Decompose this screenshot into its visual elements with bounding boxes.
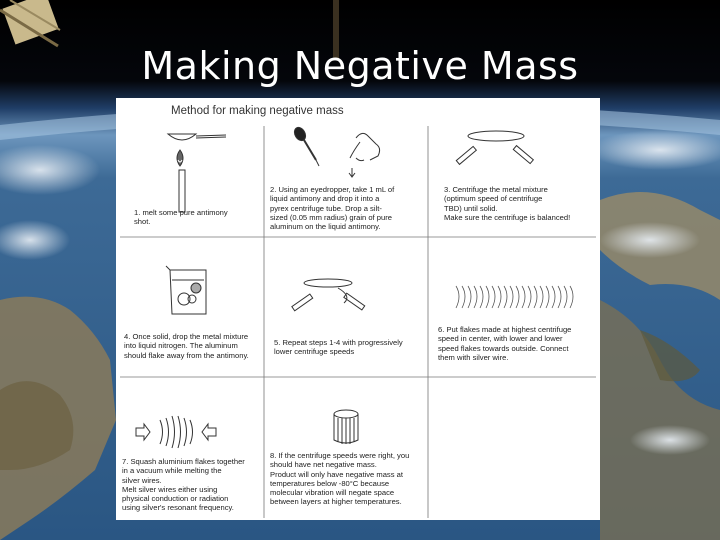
step-4-caption: 4. Once solid, drop the metal mixture into liquid nitrogen. The aluminum should flake away from the antimony. xyxy=(124,332,249,360)
centrifuge-icon xyxy=(456,131,533,164)
nested-flakes-icon xyxy=(456,286,573,308)
method-sheet xyxy=(116,98,600,520)
eyedropper-icon xyxy=(292,125,319,166)
step-1-caption: 1. melt some pure antimony shot. xyxy=(134,208,228,227)
step-2-caption: 2. Using an eyedropper, take 1 mL of liquid antimony and drop it into a pyrex centrifuge tube. Drop a silt- sized (0.05 mm radius) grain of pure aluminum on the liquid antimony. xyxy=(270,185,395,232)
spoon-flame-icon xyxy=(168,134,226,212)
step-5-caption: 5. Repeat steps 1-4 with progressively lower centrifuge speeds xyxy=(274,338,403,357)
centrifuge-repeat-icon xyxy=(292,279,365,311)
sheet-heading: Method for making negative mass xyxy=(171,105,344,117)
step-3-caption: 3. Centrifuge the metal mixture (optimum speed of centrifuge TBD) until solid. Make sure the centrifuge is balanced! xyxy=(444,185,571,222)
slide-title: Making Negative Mass xyxy=(141,44,579,88)
step-7-caption: 7. Squash aluminium flakes together in a vacuum while melting the silver wires. Melt silver wires either using physical conduction or radiation using silver's resonant frequency. xyxy=(122,457,245,513)
step-8-caption: 8. If the centrifuge speeds were right, you should have net negative mass. Product will only have negative mass at temperatures below -80°C because molecular vibration will negate space between layers at higher temperatures. xyxy=(270,451,410,507)
beaker-nitrogen-icon xyxy=(166,266,206,314)
stacked-cylinder-icon xyxy=(334,410,358,444)
squash-arrows-icon xyxy=(136,416,216,448)
step-6-caption: 6. Put flakes made at highest centrifuge speed in center, with lower and lower speed flakes towards outside. Connect them with silver wire. xyxy=(438,325,572,362)
hand-dropping-grain-icon xyxy=(349,133,380,177)
